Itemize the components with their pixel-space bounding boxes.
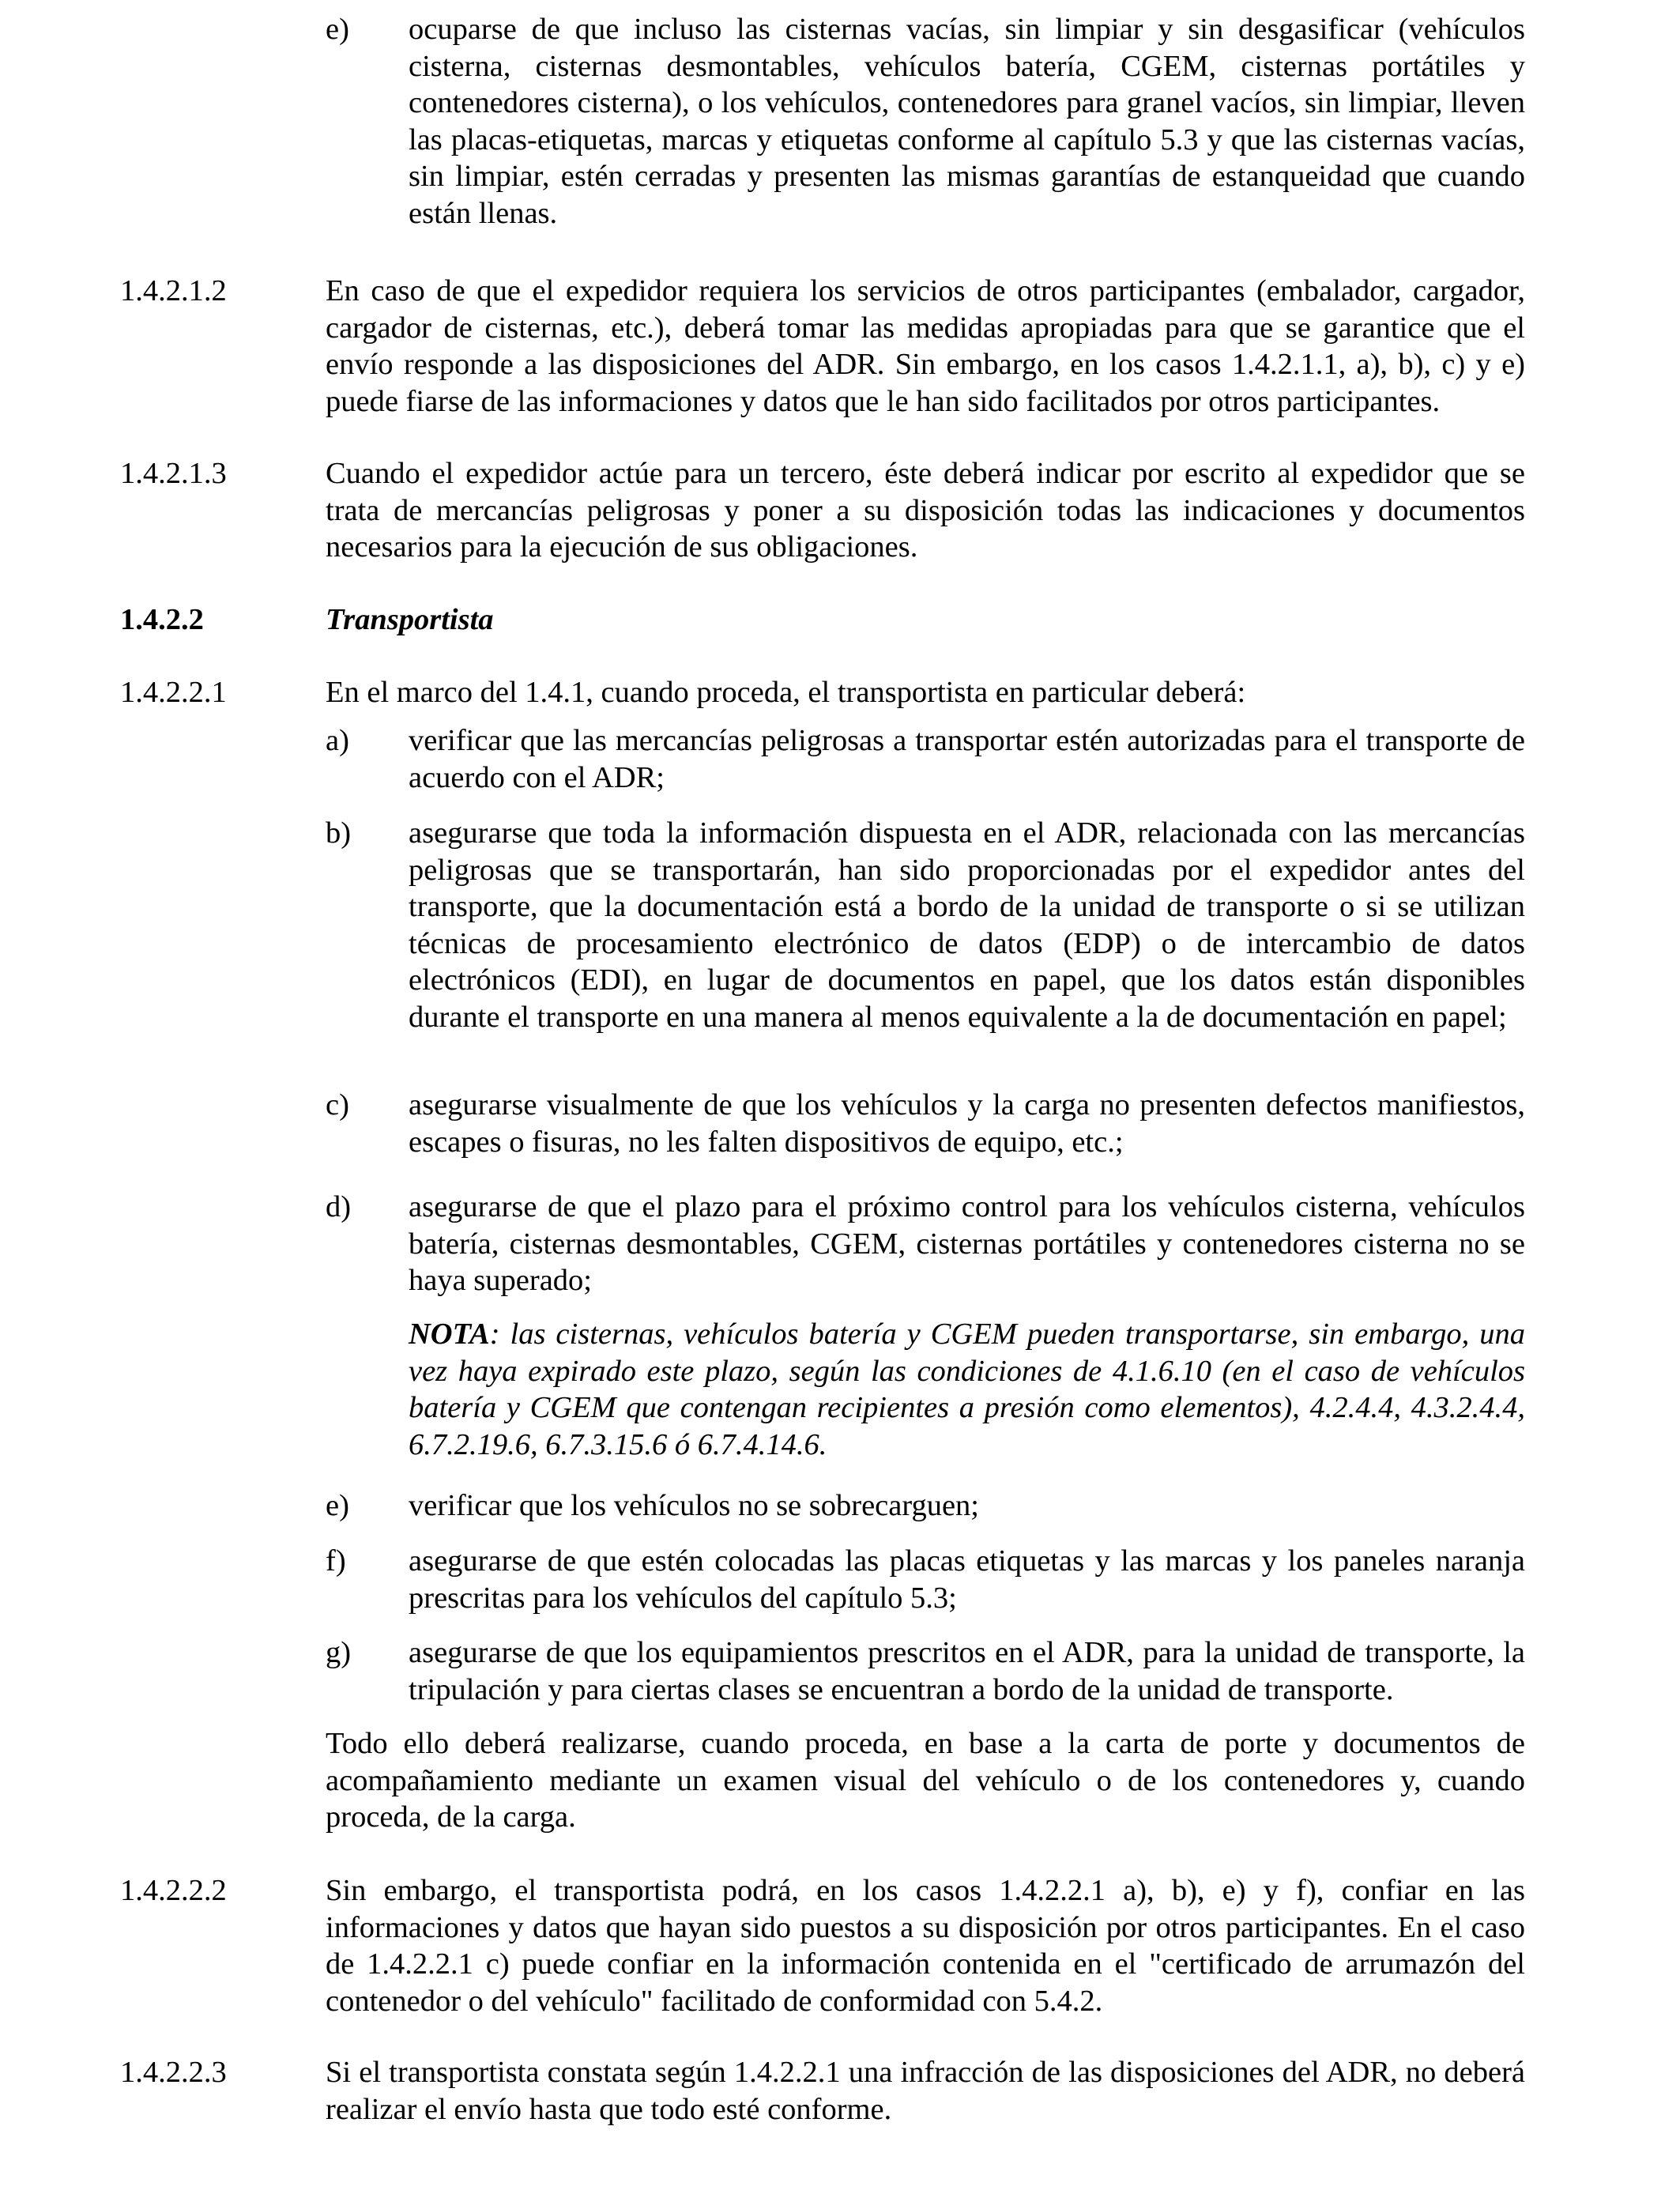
section-text: En caso de que el expedidor requiera los servicios de otros participantes (embalador, cargador, cargador de cisternas, etc.), deberá tomar las medidas apropiadas para que se garantice que el envío responde a las disposiciones del ADR. Sin embargo, en los casos 1.4.2.1.1, a), b), c) y e) puede fiarse de las informaciones y datos que le han sido facilitados por otros participantes. bbox=[326, 274, 1525, 418]
item-text: asegurarse de que estén colocadas las placas etiquetas y las marcas y los paneles naranja prescritas para los vehículos del capítulo 5.3; bbox=[409, 1544, 1525, 1615]
item-text: ocuparse de que incluso las cisternas vacías, sin limpiar y sin desgasificar (vehículos cisterna, cisternas desmontables, vehículos batería, CGEM, cisternas portátiles y contenedores cisterna), o los vehículos, contenedores para granel vacíos, sin limpiar, lleven las placas-etiquetas, marcas y etiquetas conforme al capítulo 5.3 y que las cisternas vacías, sin limpiar, estén cerradas y presenten las mismas garantías de estanqueidad que cuando están llenas. bbox=[409, 13, 1525, 230]
note-paragraph bbox=[409, 1316, 1525, 1463]
section-text: Si el transportista constata según 1.4.2.2.1 una infracción de las disposiciones del ADR, no deberá realizar el envío hasta que todo esté conforme. bbox=[326, 2056, 1525, 2126]
closing-text: Todo ello deberá realizarse, cuando proceda, en base a la carta de porte y documentos de acompañamiento mediante un examen visual del vehículo o de los contenedores y, cuando proceda, de la carga. bbox=[326, 1727, 1525, 1834]
heading-title: Transportista bbox=[326, 603, 494, 636]
section-number: 1.4.2.2.1 bbox=[120, 676, 227, 709]
section-number: 1.4.2.1.3 bbox=[120, 457, 227, 490]
item-text: asegurarse visualmente de que los vehículos y la carga no presenten defectos manifiestos, escapes o fisuras, no les falten dispositivos de equipo, etc.; bbox=[409, 1088, 1525, 1159]
section-number: 1.4.2.2.2 bbox=[120, 1874, 227, 1907]
item-letter: f) bbox=[326, 1544, 346, 1578]
item-letter: g) bbox=[326, 1636, 352, 1669]
item-letter: c) bbox=[326, 1088, 349, 1122]
item-text: asegurarse de que los equipamientos prescritos en el ADR, para la unidad de transporte, la tripulación y para ciertas clases se encuentran a bordo de la unidad de transporte. bbox=[409, 1636, 1525, 1706]
item-letter: a) bbox=[326, 724, 349, 757]
section-number: 1.4.2.1.2 bbox=[120, 274, 227, 307]
section-number: 1.4.2.2.3 bbox=[120, 2056, 227, 2089]
item-text: asegurarse que toda la información dispuesta en el ADR, relacionada con las mercancías peligrosas que se transportarán, han sido proporcionadas por el expedidor antes del transporte, que la documentación está a bordo de la unidad de transporte o si se utilizan técnicas de procesamiento electrónico de datos (EDP) o de intercambio de datos electrónicos (EDI), en lugar de documentos en papel, que los datos están disponibles durante el transporte en una manera al menos equivalente a la de documentación en papel; bbox=[409, 816, 1525, 1034]
heading-number: 1.4.2.2 bbox=[120, 603, 204, 636]
item-text: verificar que las mercancías peligrosas a transportar estén autorizadas para el transporte de acuerdo con el ADR; bbox=[409, 724, 1525, 794]
item-text: verificar que los vehículos no se sobrecarguen; bbox=[409, 1489, 979, 1522]
item-letter: b) bbox=[326, 816, 352, 850]
item-letter: d) bbox=[326, 1190, 352, 1223]
note-text: : las cisternas, vehículos batería y CGEM pueden transportarse, sin embargo, una vez haya expirado este plazo, según las condiciones de 4.1.6.10 (en el caso de vehículos batería y CGEM que contengan recipientes a presión como elementos), 4.2.4.4, 4.3.2.4.4, 6.7.2.19.6, 6.7.3.15.6 ó 6.7.4.14.6. bbox=[409, 1318, 1525, 1461]
section-text: Sin embargo, el transportista podrá, en los casos 1.4.2.2.1 a), b), e) y f), confiar en las informaciones y datos que hayan sido puestos a su disposición por otros participantes. En el caso de 1.4.2.2.1 c) puede confiar en la información contenida en el "certificado de arrumazón del contenedor o del vehículo" facilitado de conformidad con 5.4.2. bbox=[326, 1874, 1525, 2018]
note-label: NOTA bbox=[409, 1318, 490, 1351]
item-text: asegurarse de que el plazo para el próximo control para los vehículos cisterna, vehículos batería, cisternas desmontables, CGEM, cisternas portátiles y contenedores cisterna no se haya superado; bbox=[409, 1190, 1525, 1297]
section-intro: En el marco del 1.4.1, cuando proceda, el transportista en particular deberá: bbox=[326, 676, 1246, 709]
item-letter: e) bbox=[326, 13, 349, 46]
item-letter: e) bbox=[326, 1489, 349, 1522]
section-text: Cuando el expedidor actúe para un tercero, éste deberá indicar por escrito al expedidor que se trata de mercancías peligrosas y poner a su disposición todas las indicaciones y documentos necesarios para la ejecución de sus obligaciones. bbox=[326, 457, 1525, 564]
